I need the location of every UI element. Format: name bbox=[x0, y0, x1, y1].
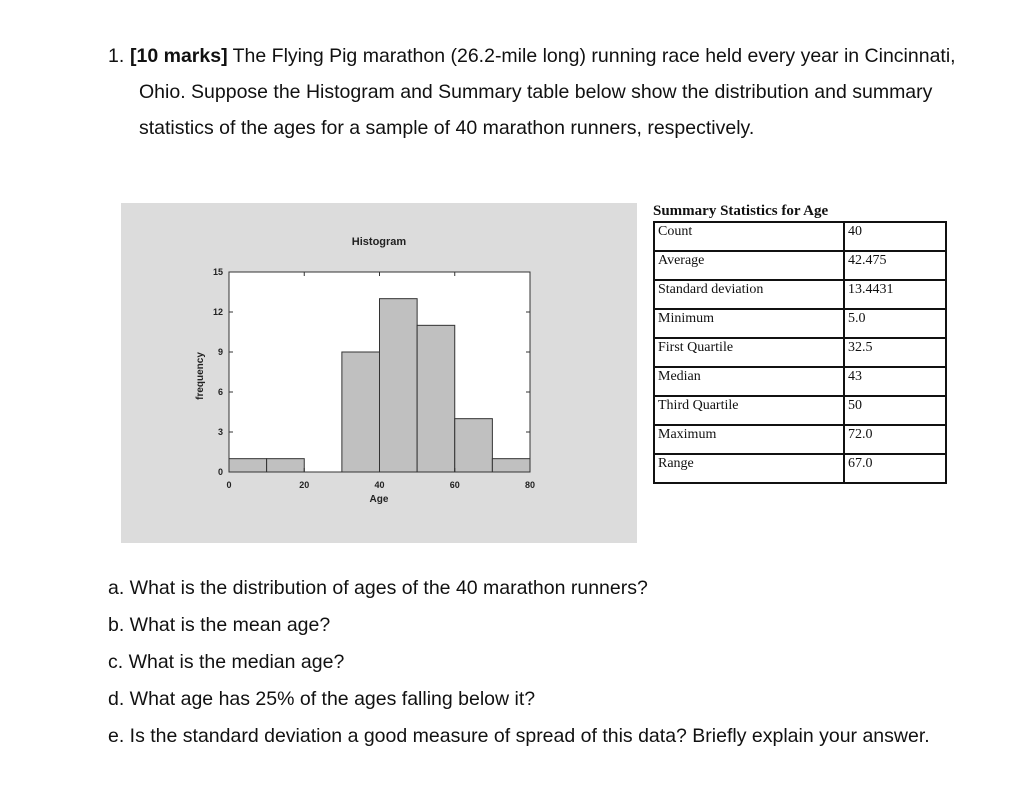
row-label: Minimum bbox=[654, 309, 844, 338]
question-line-3: statistics of the ages for a sample of 40 marathon runners, respectively. bbox=[139, 117, 755, 139]
table-row bbox=[654, 251, 946, 280]
row-label: Median bbox=[654, 367, 844, 396]
histogram-bar bbox=[267, 459, 305, 472]
y-tick-label: 9 bbox=[217, 347, 223, 357]
summary-table bbox=[653, 221, 947, 484]
table-row bbox=[654, 454, 946, 483]
sub-questions bbox=[108, 570, 930, 755]
row-value: 42.475 bbox=[844, 251, 946, 280]
chart-title: Histogram bbox=[351, 236, 407, 248]
histogram-panel bbox=[121, 203, 637, 543]
sub-question-b: b. What is the mean age? bbox=[108, 614, 331, 636]
histogram-bar bbox=[342, 352, 380, 472]
sub-question-d: d. What age has 25% of the ages falling below it? bbox=[108, 688, 536, 710]
histogram-bar bbox=[229, 459, 267, 472]
y-tick-label: 0 bbox=[217, 467, 223, 477]
row-label: Count bbox=[654, 222, 844, 251]
x-tick-label: 80 bbox=[524, 480, 536, 490]
table-row bbox=[654, 425, 946, 454]
sub-question-e: e. Is the standard deviation a good measure of spread of this data? Briefly explain your answer. bbox=[108, 725, 930, 747]
row-label: Third Quartile bbox=[654, 396, 844, 425]
question-marks: [10 marks] bbox=[130, 45, 228, 67]
y-tick-label: 15 bbox=[212, 267, 223, 277]
row-value: 50 bbox=[844, 396, 946, 425]
histogram-chart bbox=[121, 203, 637, 543]
y-tick-label: 3 bbox=[217, 427, 223, 437]
question-line-2: Ohio. Suppose the Histogram and Summary table below show the distribution and summary bbox=[139, 81, 933, 103]
y-tick-label: 6 bbox=[217, 387, 223, 397]
row-value: 40 bbox=[844, 222, 946, 251]
row-value: 32.5 bbox=[844, 338, 946, 367]
x-tick-label: 60 bbox=[449, 480, 460, 490]
table-row bbox=[654, 309, 946, 338]
x-tick-label: 20 bbox=[299, 480, 310, 490]
histogram-bar bbox=[380, 299, 418, 472]
question-text bbox=[108, 38, 988, 146]
table-row bbox=[654, 338, 946, 367]
row-label: Average bbox=[654, 251, 844, 280]
row-label: Maximum bbox=[654, 425, 844, 454]
question-number: 1. bbox=[108, 45, 125, 67]
table-row bbox=[654, 222, 946, 251]
y-axis-label: frequency bbox=[195, 352, 206, 400]
question-line-1 bbox=[108, 38, 988, 74]
row-value: 72.0 bbox=[844, 425, 946, 454]
summary-title: Summary Statistics for Age bbox=[653, 203, 829, 219]
x-tick-label: 0 bbox=[226, 480, 232, 490]
sub-question-a: a. What is the distribution of ages of the 40 marathon runners? bbox=[108, 577, 648, 599]
row-label: First Quartile bbox=[654, 338, 844, 367]
row-value: 13.4431 bbox=[844, 280, 946, 309]
y-tick-label: 12 bbox=[212, 307, 223, 317]
row-label: Range bbox=[654, 454, 844, 483]
sub-question-c: c. What is the median age? bbox=[108, 651, 345, 673]
histogram-bar bbox=[417, 325, 455, 472]
table-row bbox=[654, 280, 946, 309]
row-value: 67.0 bbox=[844, 454, 946, 483]
x-tick-label: 40 bbox=[374, 480, 385, 490]
row-value: 5.0 bbox=[844, 309, 946, 338]
table-row bbox=[654, 367, 946, 396]
x-axis-label: Age bbox=[369, 494, 389, 505]
table-row bbox=[654, 396, 946, 425]
row-value: 43 bbox=[844, 367, 946, 396]
histogram-bar bbox=[492, 459, 530, 472]
question-line-1-text: The Flying Pig marathon (26.2-mile long) running race held every year in Cincinnati, bbox=[232, 45, 956, 67]
histogram-bar bbox=[455, 419, 493, 472]
row-label: Standard deviation bbox=[654, 280, 844, 309]
